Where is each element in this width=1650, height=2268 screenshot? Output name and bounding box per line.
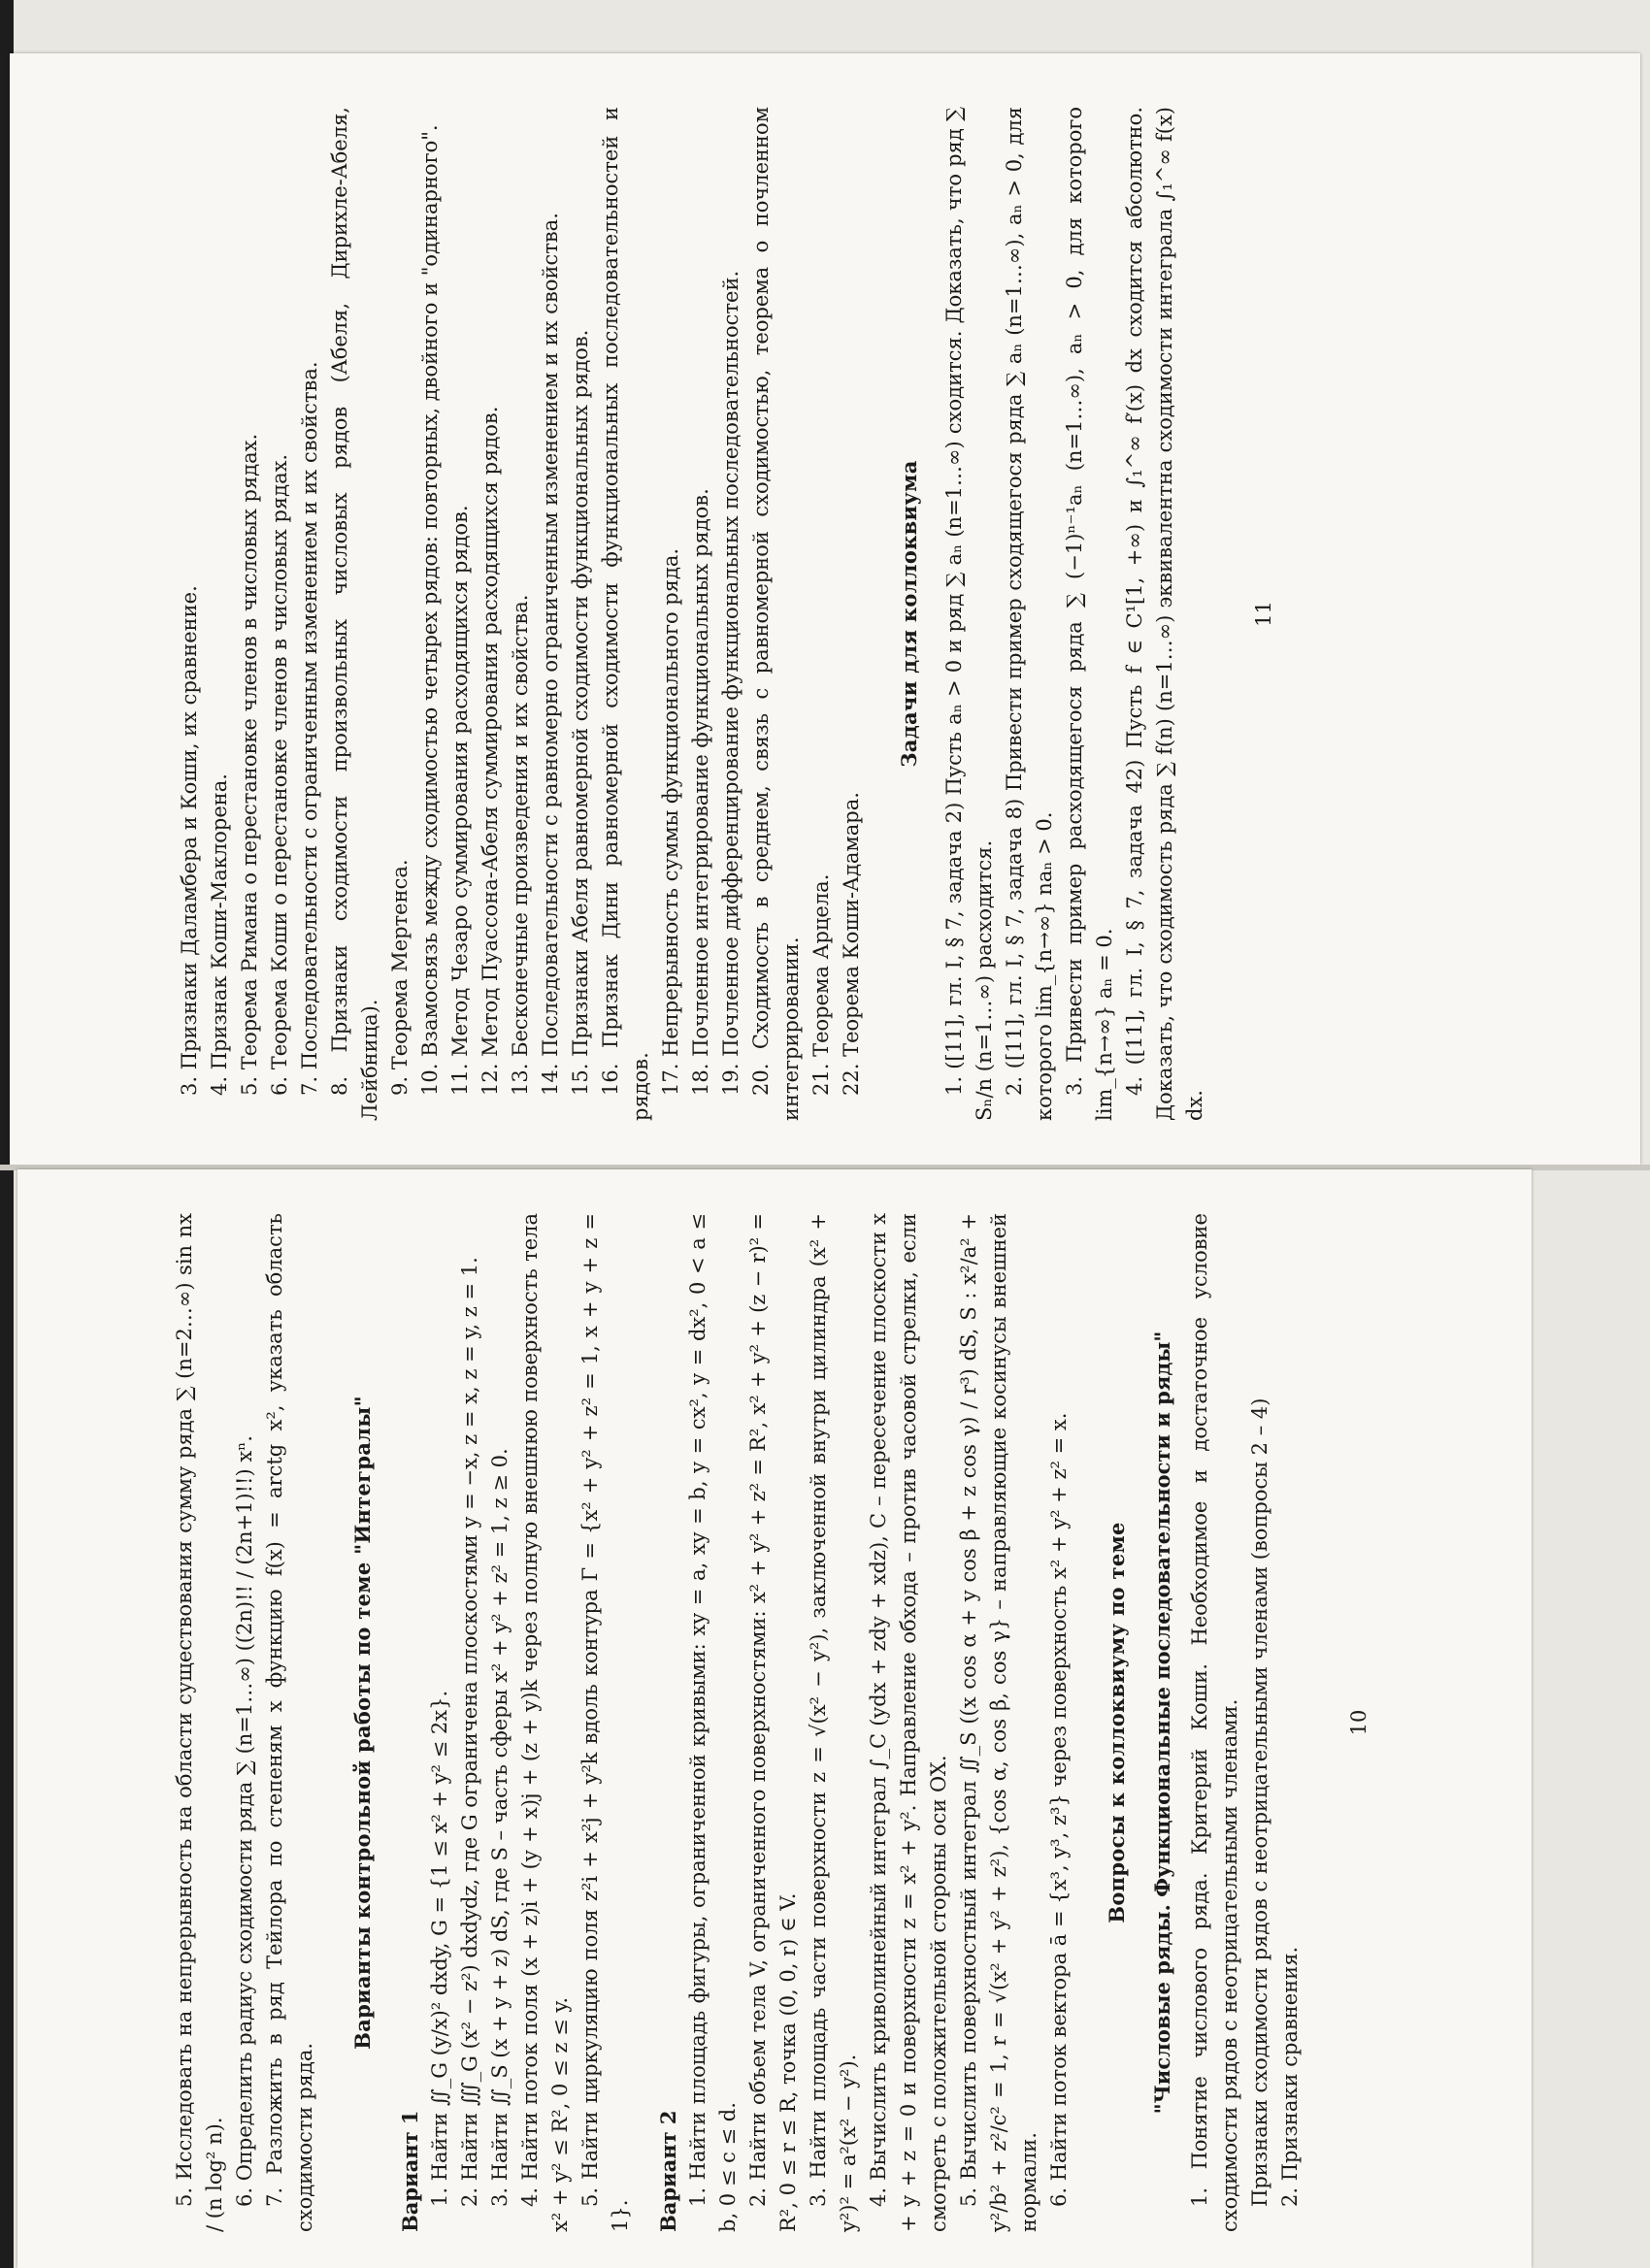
text-line: 7. Последовательности с ограниченным изменением и их свойства.	[298, 361, 321, 1096]
text-line: 16. Признак Дини равномерной сходимости функциональных последовательностей и рядов.	[599, 107, 652, 1121]
text-line: 15. Признаки Абеля равномерной сходимости функциональных рядов.	[569, 329, 592, 1096]
text-line: 6. Теорема Коши о перестановке членов в числовых рядах.	[268, 453, 291, 1096]
task-item: 2. ([11], гл. I, § 7, задача 8) Привести пример сходящегося ряда ∑ aₙ (n=1…∞), aₙ > 0, для которого lim_{n→∞} naₙ > 0.	[1003, 107, 1056, 1121]
task-item: 1. ([11], гл. I, § 7, задача 2) Пусть aₙ > 0 и ряд ∑ aₙ (n=1…∞) сходится. Доказать, что ряд ∑ Sₙ/n (n=1…∞) расходится.	[942, 107, 996, 1121]
text-line: 5. Теорема Римана о перестановке членов в числовых рядах.	[238, 433, 261, 1096]
variant-item: 4. Найти поток поля (x + z)i + (y + x)j + (z + y)k через полную внешнюю поверхность тела x² + y² ≤ R², 0 ≤ z ≤ y.	[518, 1213, 572, 2232]
task-item: 4. ([11], гл. I, § 7, задача 42) Пусть f ∈ C¹[1, +∞) и ∫₁^∞ f′(x) dx сходится абсолютно. Доказать, что сходимость ряда ∑ f(n) (n=1…∞) эквивалентна сходимости интеграла ∫₁^∞ f(x) dx.	[1123, 107, 1206, 1121]
page-11-text	[175, 107, 1279, 1121]
section-title: Задачи для коллоквиума	[897, 460, 921, 768]
text-line: 4. Признак Коши-Маклорена.	[208, 773, 231, 1096]
text-line: 19. Почленное дифференцирование функциональных последовательностей.	[719, 270, 742, 1096]
text-line: 8. Признаки сходимости произвольных числовых рядов (Абеля, Дирихле-Абеля, Лейбница).	[328, 107, 381, 1121]
question-item: 2. Признаки сравнения.	[1278, 1946, 1302, 2207]
page-number: 10	[1347, 1709, 1370, 1736]
variant-item: 1. Найти ∬_G (y/x)² dxdy, G = {1 ≤ x² + y² ≤ 2x}.	[428, 1690, 451, 2207]
section-title: Вопросы к коллоквиуму по теме	[1105, 1522, 1129, 1923]
variant-title: Вариант 2	[656, 2110, 680, 2232]
text-line: 14. Последовательности с равномерно ограниченным изменением и их свойства.	[539, 213, 562, 1096]
variant-item: 4. Вычислить криволинейный интеграл ∫_C (ydx + zdy + xdz), C – пересечение плоскости x + y + z = 0 и поверхности z = x² + y². Направление обхода – против часовой стрелки, если смотреть с положительной стороны оси OX.	[867, 1213, 950, 2232]
text-line: 17. Непрерывность суммы функционального ряда.	[659, 547, 682, 1096]
text-line: 10. Взамосвязь между сходимостью четырех рядов: повторных, двойного и "одинарного".	[418, 124, 442, 1096]
text-line: 12. Метод Пуассона-Абеля суммирования расходящихся рядов.	[478, 406, 502, 1096]
section-title: Варианты контрольной работы по теме "Интегралы"	[350, 1396, 375, 2050]
variant-title: Вариант 1	[398, 2110, 422, 2232]
variant-item: 5. Вычислить поверхностный интеграл ∬_S ((x cos α + y cos β + z cos γ) / r³) dS, S : x²/a² + y²/b² + z²/c² = 1, r = √(x² + y² + z²), {cos α, cos β, cos γ} – направляющие косинусы внешней нормали.	[957, 1213, 1040, 2232]
text-line: 21. Теорема Арцела.	[809, 873, 833, 1096]
text-line: 20. Сходимость в среднем, связь с равномерной сходимостью, теорема о почленном интегрировании.	[749, 107, 803, 1121]
variant-item: 6. Найти поток вектора ā = {x³, y³, z³} через поверхность x² + y² + z² = x.	[1047, 1412, 1071, 2207]
question-item: 1. Понятие числового ряда. Критерий Коши. Необходимое и достаточное условие сходимости рядов с неотрицательными членами.	[1188, 1213, 1241, 2232]
text-line: 18. Почленное интегрирование функциональных рядов.	[689, 488, 712, 1096]
page-number: 11	[1252, 601, 1275, 627]
page-10-text	[170, 1213, 1374, 2232]
task-item: 3. Привести пример расходящегося ряда ∑ (−1)ⁿ⁻¹aₙ (n=1…∞), aₙ > 0, для которого lim_{n→∞} aₙ = 0.	[1063, 107, 1116, 1121]
variant-item: 1. Найти площадь фигуры, ограниченной кривыми: xy = a, xy = b, y = cx², y = dx², 0 < a ≤ b, 0 ≤ c ≤ d.	[686, 1213, 740, 2232]
text-line: 3. Признаки Даламбера и Коши, их сравнение.	[178, 585, 201, 1096]
text-line: 9. Теорема Мертенса.	[388, 859, 412, 1096]
text-line: 7. Разложить в ряд Тейлора по степеням x функцию f(x) = arctg x², указать область сходимости ряда.	[263, 1213, 316, 2232]
variant-item: 2. Найти объем тела V, ограниченного поверхностями: x² + y² + z² = R², x² + y² + (z − r)² = R², 0 ≤ r ≤ R, точка (0, 0, r) ∈ V.	[746, 1213, 800, 2232]
question-item: Признаки сходимости рядов с неотрицательными членами (вопросы 2 – 4)	[1248, 1397, 1271, 2207]
variant-item: 5. Найти циркуляцию поля z²i + x²j + y²k вдоль контура Γ = {x² + y² + z² = 1, x + y + z = 1}.	[578, 1213, 632, 2232]
variant-item: 2. Найти ∭_G (x² − z²) dxdydz, где G ограничена плоскостями y = −x, z = x, z = y, z = 1.	[458, 1257, 481, 2207]
section-subtitle: "Числовые ряды. Функциональные последовательности и ряды"	[1150, 1331, 1174, 2115]
text-line: 13. Бесконечные произведения и их свойства.	[509, 594, 532, 1096]
text-line: 22. Теорема Коши-Адамара.	[840, 792, 863, 1096]
text-line: 5. Исследовать на непрерывность на области существования сумму ряда ∑ (n=2…∞) sin nx / (n log² n).	[173, 1213, 226, 2232]
variant-item: 3. Найти ∬_S (x + y + z) dS, где S – часть сферы x² + y² + z² = 1, z ≥ 0.	[488, 1448, 512, 2207]
variant-item: 3. Найти площадь части поверхности z = √(x² − y²), заключенной внутри цилиндра (x² + y²)² = a²(x² − y²).	[807, 1213, 860, 2232]
text-line: 11. Метод Чезаро суммирования расходящихся рядов.	[448, 505, 472, 1096]
text-line: 6. Определить радиус сходимости ряда ∑ (n=1…∞) ((2n)!! / (2n+1)!!) xⁿ.	[233, 1435, 256, 2207]
